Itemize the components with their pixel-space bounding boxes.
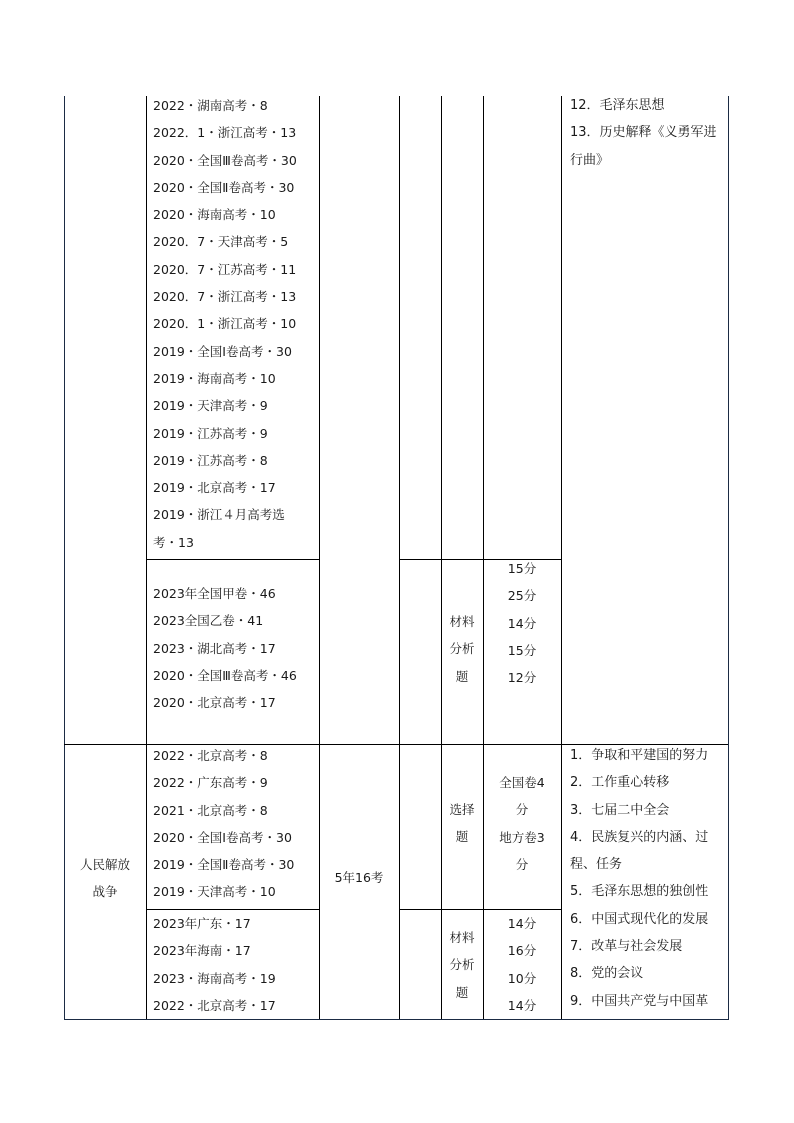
source-item: 2020・全国Ⅰ卷高考・30 xyxy=(153,829,292,845)
source-item: 2022．1・浙江高考・13 xyxy=(153,125,297,141)
score-item: 16分 xyxy=(507,943,537,959)
source-item: 考・13 xyxy=(153,534,194,550)
note-item: 行曲》 xyxy=(570,152,610,168)
score-item: 12分 xyxy=(507,670,537,686)
source-item: 2023年海南・17 xyxy=(153,943,251,959)
source-item: 2020．7・浙江高考・13 xyxy=(153,289,297,305)
source-item: 2020・北京高考・17 xyxy=(153,695,276,711)
s2-choice-scores xyxy=(483,769,561,878)
s2-notes xyxy=(570,742,708,1015)
source-item: 2019・海南高考・10 xyxy=(153,370,276,386)
source-item: 2023年全国甲卷・46 xyxy=(153,586,276,601)
note-item: 13．历史解释《义勇军进 xyxy=(570,125,717,141)
note-item: 8．党的会议 xyxy=(570,966,644,982)
source-item: 2022・北京高考・8 xyxy=(153,748,268,763)
type-line: 分析 xyxy=(449,957,475,973)
note-item: 12．毛泽东思想 xyxy=(570,98,665,113)
type-line: 题 xyxy=(455,668,469,684)
note-item: 4．民族复兴的内涵、过 xyxy=(570,829,709,845)
note-item: 5．毛泽东思想的独创性 xyxy=(570,884,709,900)
score-item: 14分 xyxy=(507,916,537,931)
source-item: 2023年广东・17 xyxy=(153,916,251,931)
type-line: 分析 xyxy=(449,641,475,657)
source-item: 2020．1・浙江高考・10 xyxy=(153,316,297,332)
source-item: 2019・江苏高考・8 xyxy=(153,452,268,468)
s2-material-sources xyxy=(153,910,276,1019)
s2-count xyxy=(319,864,399,891)
col-divider-3 xyxy=(399,96,400,1020)
col-divider-4 xyxy=(441,96,442,1020)
table-right-border xyxy=(728,96,729,1020)
s1-notes xyxy=(570,92,717,174)
score-line: 分 xyxy=(515,802,529,818)
source-item: 2022・湖南高考・8 xyxy=(153,98,268,113)
s2-topic xyxy=(64,851,146,906)
s2-choice-type xyxy=(441,796,483,851)
topic-line: 战争 xyxy=(92,884,118,900)
source-item: 2019・浙江４月高考选 xyxy=(153,507,285,523)
note-item: 1．争取和平建国的努力 xyxy=(570,748,709,763)
score-item: 15分 xyxy=(507,642,537,658)
score-line: 地方卷3 xyxy=(499,829,545,845)
note-item: 3．七届二中全会 xyxy=(570,802,670,818)
source-item: 2020・全国Ⅱ卷高考・30 xyxy=(153,179,295,195)
source-item: 2019・天津高考・10 xyxy=(153,884,276,900)
s1-material-scores xyxy=(483,555,561,691)
score-item: 15分 xyxy=(507,561,537,576)
note-item: 6．中国式现代化的发展 xyxy=(570,911,709,927)
col-divider-6 xyxy=(561,96,562,1020)
score-item: 14分 xyxy=(507,615,537,631)
note-item: 9．中国共产党与中国革 xyxy=(570,993,709,1009)
source-item: 2019・江苏高考・9 xyxy=(153,425,268,441)
score-line: 分 xyxy=(515,856,529,872)
source-item: 2020・全国Ⅲ卷高考・46 xyxy=(153,667,297,683)
note-item: 2．工作重心转移 xyxy=(570,775,670,791)
type-line: 题 xyxy=(455,984,469,1000)
source-item: 2019・北京高考・17 xyxy=(153,480,276,496)
source-item: 2019・天津高考・9 xyxy=(153,398,268,414)
source-item: 2021・北京高考・8 xyxy=(153,802,268,818)
score-item: 10分 xyxy=(507,970,537,986)
s1-material-type xyxy=(441,608,483,690)
topic-line: 人民解放 xyxy=(79,857,130,872)
s1-material-sources xyxy=(153,580,297,716)
s2-material-scores xyxy=(483,910,561,1019)
source-item: 2023・湖北高考・17 xyxy=(153,640,276,656)
source-item: 2020．7・江苏高考・11 xyxy=(153,261,297,277)
source-item: 2019・全国Ⅱ卷高考・30 xyxy=(153,857,295,873)
source-item: 2020・海南高考・10 xyxy=(153,207,276,223)
source-item: 2022・北京高考・17 xyxy=(153,997,276,1013)
note-item: 程、任务 xyxy=(570,857,623,873)
source-item: 2019・全国Ⅰ卷高考・30 xyxy=(153,343,292,359)
source-item: 2020・全国Ⅲ卷高考・30 xyxy=(153,152,297,168)
type-line: 材料 xyxy=(449,930,475,945)
score-line: 全国卷4 xyxy=(499,775,545,790)
score-item: 14分 xyxy=(507,997,537,1013)
s1-choice-sources xyxy=(153,92,297,556)
type-line: 选择 xyxy=(449,802,475,817)
source-item: 2022・广东高考・9 xyxy=(153,775,268,791)
note-item: 7．改革与社会发展 xyxy=(570,939,683,955)
type-line: 题 xyxy=(455,829,469,845)
source-item: 2023全国乙卷・41 xyxy=(153,613,264,629)
source-item: 2023・海南高考・19 xyxy=(153,970,276,986)
type-line: 材料 xyxy=(449,614,475,629)
s2-material-type xyxy=(441,924,483,1006)
col-divider-1 xyxy=(146,96,147,1020)
s2-choice-sources xyxy=(153,742,294,906)
count-text: 5年16考 xyxy=(334,870,384,885)
row-divider-s1 xyxy=(146,559,319,560)
source-item: 2020．7・天津高考・5 xyxy=(153,234,289,250)
score-item: 25分 xyxy=(507,588,537,604)
